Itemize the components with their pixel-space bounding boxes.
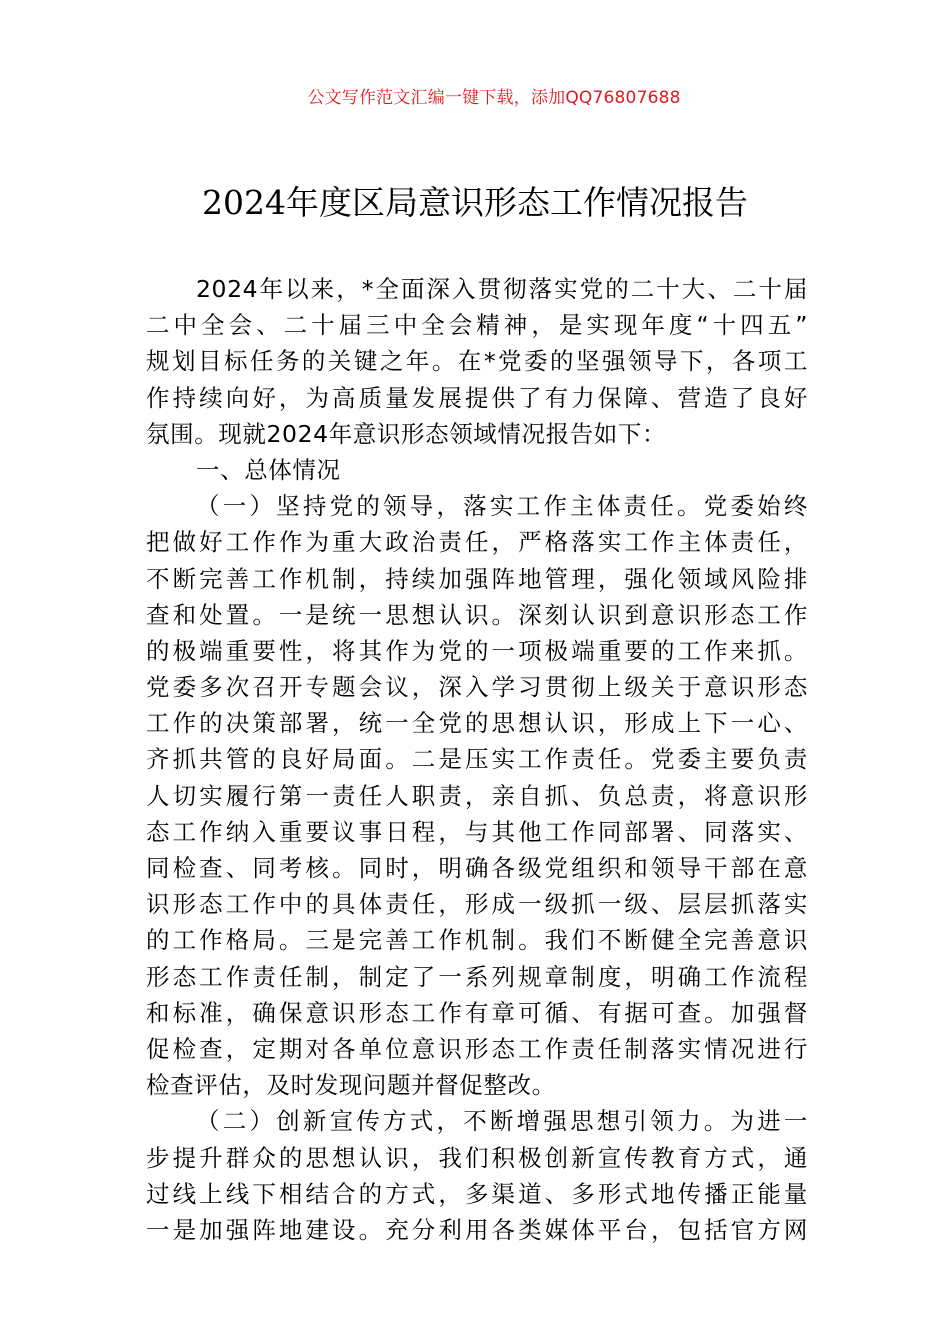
paragraph-line: 检查评估，及时发现问题并督促整改。 (146, 1071, 556, 1100)
paragraph-line: 形态工作责任制，制定了一系列规章制度，明确工作流程 (146, 962, 808, 991)
paragraph-line: 和标准，确保意识形态工作有章可循、有据可查。加强督 (146, 998, 808, 1027)
paragraph-line: 2024年以来，*全面深入贯彻落实党的二十大、二十届 (196, 275, 808, 303)
paragraph-line: 齐抓共管的良好局面。二是压实工作责任。党委主要负责 (146, 745, 808, 774)
document-body (146, 271, 808, 1248)
paragraph-line: 促检查，定期对各单位意识形态工作责任制落实情况进行 (146, 1034, 808, 1063)
paragraph-line: 过线上线下相结合的方式，多渠道、多形式地传播正能量 (146, 1179, 808, 1208)
paragraph-line: 识形态工作中的具体责任，形成一级抓一级、层层抓落实 (146, 890, 808, 919)
promo-banner[interactable]: 公文写作范文汇编一键下载，添加QQ76807688 (307, 88, 681, 108)
paragraph-line: 规划目标任务的关键之年。在*党委的坚强领导下，各项工 (146, 347, 808, 376)
paragraph-line: 氛围。现就2024年意识形态领域情况报告如下： (146, 419, 667, 448)
paragraph-line: 步提升群众的思想认识，我们积极创新宣传教育方式，通 (146, 1143, 808, 1172)
paragraph-line: 人切实履行第一责任人职责，亲自抓、负总责，将意识形 (146, 781, 808, 810)
paragraph-line: 的工作格局。三是完善工作机制。我们不断健全完善意识 (146, 926, 808, 955)
paragraph-line: 查和处置。一是统一思想认识。深刻认识到意识形态工作 (146, 600, 808, 629)
paragraph-line: 党委多次召开专题会议，深入学习贯彻上级关于意识形态 (146, 673, 808, 702)
paragraph-line: 把做好工作作为重大政治责任，严格落实工作主体责任， (146, 528, 808, 557)
paragraph-line: 作持续向好，为高质量发展提供了有力保障、营造了良好 (146, 383, 808, 412)
paragraph-line: （二）创新宣传方式，不断增强思想引领力。为进一 (196, 1107, 808, 1136)
section-heading: 一、总体情况 (196, 455, 341, 484)
paragraph-line: （一）坚持党的领导，落实工作主体责任。党委始终 (196, 492, 808, 521)
paragraph-line: 二中全会、二十届三中全会精神，是实现年度“十四五” (146, 311, 808, 340)
paragraph-line: 工作的决策部署，统一全党的思想认识，形成上下一心、 (146, 709, 808, 738)
paragraph-line: 态工作纳入重要议事日程，与其他工作同部署、同落实、 (146, 817, 808, 846)
paragraph-line: 一是加强阵地建设。充分利用各类媒体平台，包括官方网 (146, 1215, 808, 1244)
paragraph-line: 的极端重要性，将其作为党的一项极端重要的工作来抓。 (146, 636, 808, 665)
document-title: 2024年度区局意识形态工作情况报告 (202, 183, 748, 222)
paragraph-line: 不断完善工作机制，持续加强阵地管理，强化领域风险排 (146, 564, 808, 593)
paragraph-line: 同检查、同考核。同时，明确各级党组织和领导干部在意 (146, 854, 808, 882)
